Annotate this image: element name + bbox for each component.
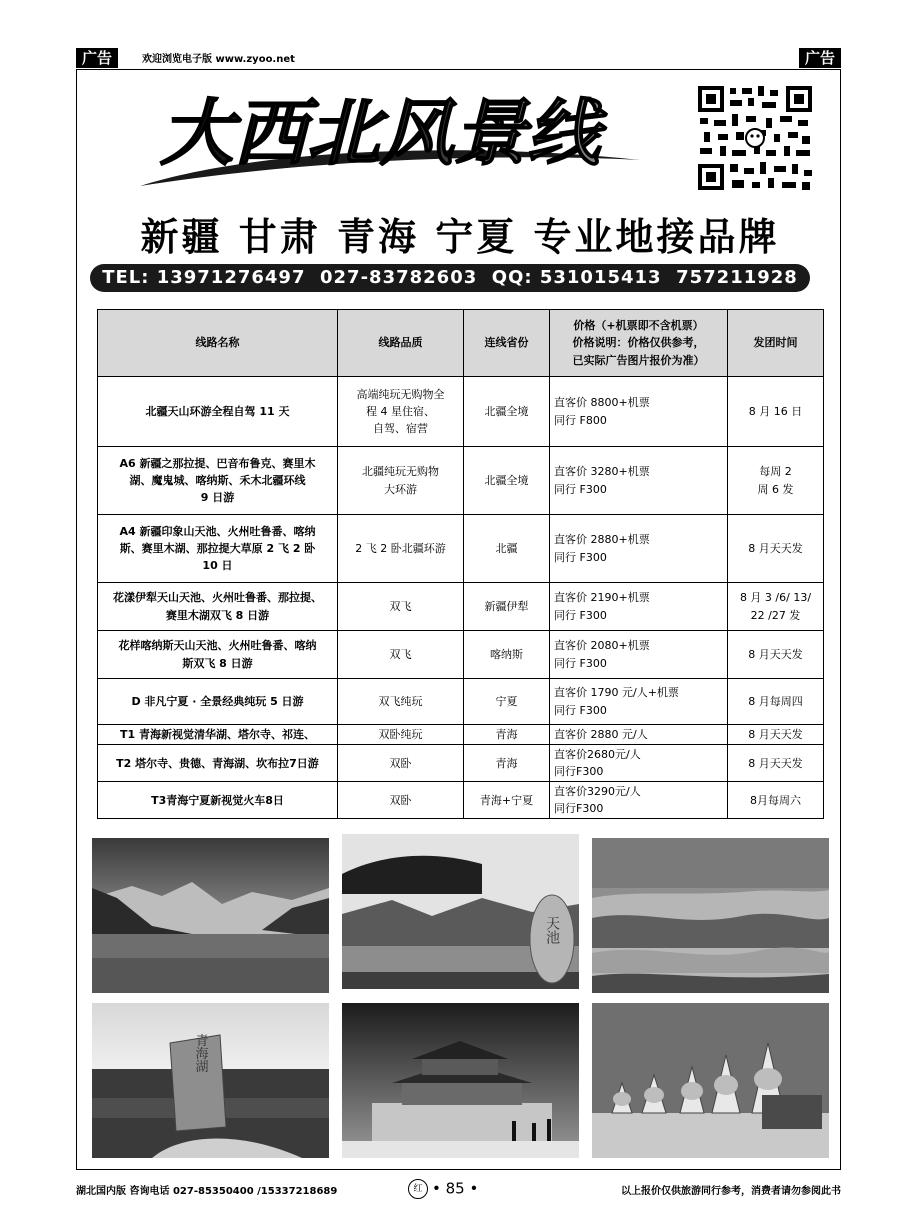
col-header-quality: 线路品质 [338,310,464,377]
province-cell: 北疆全境 [464,377,550,447]
price-cell: 直客价2680元/人 同行F300 [550,745,728,782]
quality-cell: 双飞纯玩 [338,679,464,725]
date-cell: 每周 2 周 6 发 [728,447,824,515]
route-name-cell: D 非凡宁夏 · 全景经典纯玩 5 日游 [98,679,338,725]
province-cell: 青海+宁夏 [464,782,550,819]
ad-tag-left: 广告 [76,48,118,68]
photo-tianchi-lake [92,838,329,993]
province-cell: 青海 [464,725,550,745]
price-cell: 直客价 1790 元/人+机票 同行 F300 [550,679,728,725]
col-header-price: 价格（+机票即不含机票） 价格说明：价格仅供参考， 已实际广告图片报价为准） [550,310,728,377]
red-badge-icon: 红 [408,1179,428,1199]
col-header-date: 发团时间 [728,310,824,377]
page-number: 红 • 85 • [408,1179,478,1199]
province-cell: 宁夏 [464,679,550,725]
province-cell: 喀纳斯 [464,631,550,679]
ad-tag-right: 广告 [799,48,841,68]
col-header-province: 连线省份 [464,310,550,377]
route-name-cell: A4 新疆印象山天池、火州吐鲁番、喀纳 斯、赛里木湖、那拉提大草原 2 飞 2 卧 10 日 [98,515,338,583]
contact-bar: TEL: 13971276497 027-83782603 QQ: 531015413 757211928 [90,264,810,292]
date-cell: 8 月每周四 [728,679,824,725]
quality-cell: 双卧纯玩 [338,725,464,745]
route-name-cell: 花漾伊犁天山天池、火州吐鲁番、那拉提、 赛里木湖双飞 8 日游 [98,583,338,631]
price-cell: 直客价 2190+机票 同行 F300 [550,583,728,631]
top-bar [76,48,841,68]
photo-qinghai-lake [92,1003,329,1158]
photo-kumbum-stupas [592,1003,829,1158]
price-cell: 直客价 2880 元/人 [550,725,728,745]
photo-rainbow-mountains [592,838,829,993]
date-cell: 8 月天天发 [728,725,824,745]
table-header-row [98,310,824,377]
route-name-cell: T2 塔尔寺、贵德、青海湖、坎布拉7日游 [98,745,338,782]
route-name-cell: T3青海宁夏新视觉火车8日 [98,782,338,819]
table-row [98,745,824,782]
price-cell: 直客价 8800+机票 同行 F800 [550,377,728,447]
quality-cell: 2 飞 2 卧北疆环游 [338,515,464,583]
quality-cell: 双卧 [338,745,464,782]
routes-table [97,309,824,819]
date-cell: 8 月天天发 [728,631,824,679]
date-cell: 8 月天天发 [728,515,824,583]
qr-code[interactable] [696,84,814,192]
date-cell: 8 月 16 日 [728,377,824,447]
footer-edition: 湖北国内版 咨询电话 027-85350400 /15337218689 [76,1186,338,1197]
footer-disclaimer: 以上报价仅供旅游同行参考，消费者请勿参阅此书 [621,1186,841,1197]
logo-text: 大西北风景线 [160,90,609,175]
quality-cell: 北疆纯玩无购物 大环游 [338,447,464,515]
table-row [98,782,824,819]
province-cell: 新疆伊犁 [464,583,550,631]
province-cell: 北疆 [464,515,550,583]
price-cell: 直客价 2080+机票 同行 F300 [550,631,728,679]
table-row [98,377,824,447]
svg-text:青海湖: 青海湖 [192,1033,208,1073]
table-body [98,377,824,819]
table-row [98,725,824,745]
table-row [98,515,824,583]
price-cell: 直客价 2880+机票 同行 F300 [550,515,728,583]
quality-cell: 双飞 [338,583,464,631]
brand-logo [140,78,640,193]
welcome-text: 欢迎浏览电子版 www.zyoo.net [142,54,295,65]
photo-tianchi-stone [342,834,579,989]
quality-cell: 双飞 [338,631,464,679]
price-cell: 直客价 3280+机票 同行 F300 [550,447,728,515]
photo-jiayuguan-gate [342,1003,579,1158]
footer [76,1180,841,1198]
table-row [98,583,824,631]
date-cell: 8月每周六 [728,782,824,819]
col-header-route: 线路名称 [98,310,338,377]
date-cell: 8 月天天发 [728,745,824,782]
table-row [98,679,824,725]
province-cell: 青海 [464,745,550,782]
quality-cell: 高端纯玩无购物全 程 4 星住宿、 自驾、宿营 [338,377,464,447]
route-name-cell: T1 青海新视觉清华湖、塔尔寺、祁连、 [98,725,338,745]
route-name-cell: 北疆天山环游全程自驾 11 天 [98,377,338,447]
province-cell: 北疆全境 [464,447,550,515]
slogan: 新疆 甘肃 青海 宁夏 专业地接品牌 [140,215,780,259]
date-cell: 8 月 3 /6/ 13/ 22 /27 发 [728,583,824,631]
svg-text:天池: 天池 [544,916,560,944]
quality-cell: 双卧 [338,782,464,819]
table-row [98,447,824,515]
price-cell: 直客价3290元/人 同行F300 [550,782,728,819]
table-row [98,631,824,679]
route-name-cell: A6 新疆之那拉提、巴音布鲁克、赛里木 湖、魔鬼城、喀纳斯、禾木北疆环线 9 日游 [98,447,338,515]
route-name-cell: 花样喀纳斯天山天池、火州吐鲁番、喀纳 斯双飞 8 日游 [98,631,338,679]
